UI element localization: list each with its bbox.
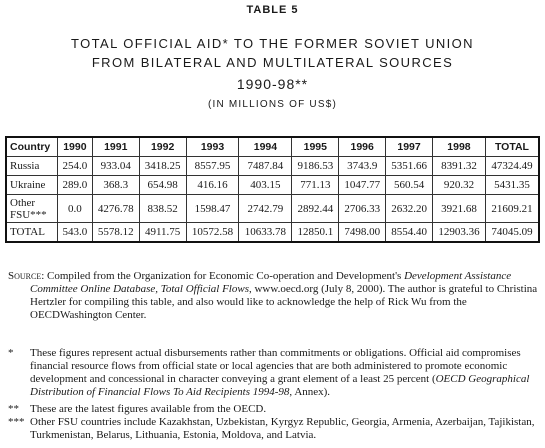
country-name: Other [10,196,36,209]
footnote-mark: * [8,347,14,359]
table-cell: 416.16 [186,176,239,195]
footnote-text-end: , Annex). [289,386,331,398]
table-title-line-3: 1990-98** [236,76,309,92]
table-cell-total: 47324.49 [485,157,539,176]
header-1991: 1991 [92,137,139,157]
table-row [6,176,539,195]
table-cell: 7498.00 [339,223,386,242]
footnote-3 [8,416,538,442]
header-total: TOTAL [485,137,539,157]
table-cell: 10572.58 [186,223,239,242]
table-cell: 8554.40 [386,223,433,242]
table-cell: 2742.79 [239,195,292,223]
units-caption: (IN MILLIONS OF US$) [207,99,337,110]
row-country [6,157,58,176]
table-cell: 920.32 [433,176,486,195]
header-1992: 1992 [139,137,186,157]
table-cell: 0.0 [58,195,93,223]
row-country [6,223,58,242]
table-cell: 5351.66 [386,157,433,176]
table-cell: 654.98 [139,176,186,195]
table-label: TABLE 5 [246,4,299,16]
footnote-text: These are the latest figures available from the OECD. [30,403,267,415]
country-name: Russia [10,160,40,172]
header-row [6,137,539,157]
country-name-line-2: FSU*** [10,208,47,221]
table-row [6,157,539,176]
footnote-text: These figures represent actual disbursements rather than commitments or obligations. Official aid compromises financial resource flows from official state or local agencies that are both administered to promote economic development and concessional in character conveying a grant element of a least 25 percent ( [30,347,521,385]
table-cell: 560.54 [386,176,433,195]
table-row-total [6,223,539,242]
source-title: Development Assistance Committee Online Database, Total Official Flows [30,270,512,295]
header-1995: 1995 [292,137,339,157]
table-cell: 289.0 [58,176,93,195]
table-cell: 4911.75 [139,223,186,242]
source-note [8,270,538,322]
source-label: Source [8,270,42,282]
table-cell-total: 5431.35 [485,176,539,195]
table-cell: 12850.1 [292,223,339,242]
table-cell: 8391.32 [433,157,486,176]
table-cell: 368.3 [92,176,139,195]
table-cell: 1047.77 [339,176,386,195]
header-1990: 1990 [58,137,93,157]
footnote-mark: ** [8,403,19,415]
table-cell: 2632.20 [386,195,433,223]
table-cell: 9186.53 [292,157,339,176]
table-cell: 254.0 [58,157,93,176]
table-cell: 933.04 [92,157,139,176]
source-text-a: : Compiled from the Organization for Economic Co-operation and Development's [41,270,405,282]
footnote-mark: *** [8,416,25,428]
header-1998: 1998 [433,137,486,157]
header-1996: 1996 [339,137,386,157]
row-country [6,176,58,195]
table-cell: 4276.78 [92,195,139,223]
country-name: TOTAL [10,225,45,238]
table-title-line-2: FROM BILATERAL AND MULTILATERAL SOURCES [91,55,454,70]
header-1994: 1994 [239,137,292,157]
table-cell: 5578.12 [92,223,139,242]
footnote-1 [8,347,538,399]
header-1993: 1993 [186,137,239,157]
table-cell: 3418.25 [139,157,186,176]
table-cell: 838.52 [139,195,186,223]
table-cell-total: 74045.09 [485,223,539,242]
table-cell: 771.13 [292,176,339,195]
country-name: Ukraine [10,179,46,191]
table-cell: 2706.33 [339,195,386,223]
footnote-2 [8,403,538,416]
footnote-title: OECD Geographical Distribution of Financial Flows To Aid Recipients 1994-98 [30,373,530,398]
table-cell: 2892.44 [292,195,339,223]
row-country [6,195,58,223]
table-cell: 543.0 [58,223,93,242]
table-cell: 3921.68 [433,195,486,223]
table-cell: 1598.47 [186,195,239,223]
table-row [6,195,539,223]
table-title-line-1: TOTAL OFFICIAL AID* TO THE FORMER SOVIET UNION [71,36,474,51]
footnote-text: Other FSU countries include Kazakhstan, Uzbekistan, Kyrgyz Republic, Georgia, Armenia, Azerbaijan, Tajikistan, Turkmenistan, Belarus, Lithuania, Estonia, Moldova, and Latvia. [30,416,535,441]
table-cell-total: 21609.21 [485,195,539,223]
table-cell: 403.15 [239,176,292,195]
table-cell: 3743.9 [339,157,386,176]
table-cell: 8557.95 [186,157,239,176]
aid-table [5,136,540,243]
table-cell: 7487.84 [239,157,292,176]
header-country: Country [6,137,58,157]
source-text-b: , www.oecd.org (July 8, 2000). The author is grateful to Christina Hertzler for compiling this table, and also would like to acknowledge the help of Rick Wu from the OECDWashington Center. [30,283,538,321]
table-cell: 10633.78 [239,223,292,242]
header-1997: 1997 [386,137,433,157]
table-cell: 12903.36 [433,223,486,242]
